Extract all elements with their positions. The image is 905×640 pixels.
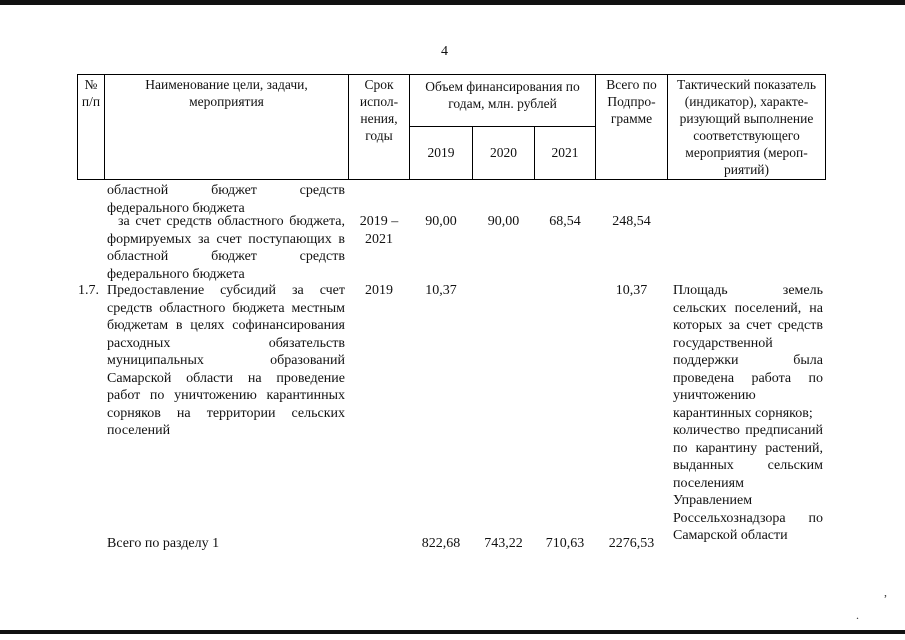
section-total-2019: 822,68 bbox=[421, 536, 461, 551]
scan-top-border bbox=[0, 0, 905, 5]
scan-speck: . bbox=[856, 608, 859, 622]
row-2-term: 2019 – 2021 bbox=[359, 214, 399, 247]
grid-line bbox=[825, 74, 826, 180]
row-3-number: 1.7. bbox=[78, 283, 99, 298]
row-3-2019: 10,37 bbox=[425, 283, 457, 298]
header-col-funding: Объем финансирования по годам, млн. рублей bbox=[425, 79, 580, 111]
years-sub-rule bbox=[409, 126, 595, 127]
header-col-total: Всего по Подпро- грамме bbox=[606, 77, 657, 126]
page-number: 4 bbox=[441, 44, 448, 59]
section-total-total: 2276,53 bbox=[608, 536, 655, 551]
row-3-total: 10,37 bbox=[615, 283, 648, 298]
header-bottom-rule bbox=[77, 179, 826, 180]
header-top-rule bbox=[77, 74, 826, 75]
row-2-name: за счет средств областного бюджета, формируемых за счет поступающих в областной бюджет средств федерального бюджета bbox=[107, 214, 345, 282]
row-2-2020: 90,00 bbox=[487, 214, 520, 229]
scan-bottom-border bbox=[0, 630, 905, 634]
header-col-indicator: Тактический показатель (индикатор), характе- ризующий выполнение соответствующего мероприятия (мероп- риятий) bbox=[677, 77, 816, 177]
row-3-indicator: Площадь земель сельских поселений, на которых за счет средств государственной поддержки была проведена работа по уничтожению карантинных сорняков; количество предписаний по карантину растений, выданных сельским поселениям Управлением Россельхознадзора по Самарской области bbox=[673, 283, 823, 543]
section-total-2020: 743,22 bbox=[484, 536, 523, 551]
section-total-2021: 710,63 bbox=[545, 536, 585, 551]
scan-speck: , bbox=[884, 585, 887, 599]
section-total-label: Всего по разделу 1 bbox=[107, 536, 220, 551]
row-1-name: областной бюджет средств федерального бюджета bbox=[107, 183, 345, 216]
row-3-name: Предоставление субсидий за счет средств областного бюджета местным бюджетам в целях софинансирования расходных обязательств муниципальных образований Самарской области на проведение работ по уничтожению карантинных сорняков на территории сельских поселений bbox=[107, 283, 345, 438]
row-2-2021: 68,54 bbox=[549, 214, 581, 229]
header-year-2021: 2021 bbox=[551, 145, 579, 160]
header-year-2019: 2019 bbox=[427, 145, 455, 160]
header-col-name: Наименование цели, задачи, мероприятия bbox=[145, 77, 308, 109]
header-year-2020: 2020 bbox=[490, 145, 517, 160]
row-2-2019: 90,00 bbox=[425, 214, 457, 229]
row-2-total: 248,54 bbox=[612, 214, 651, 229]
row-3-term: 2019 bbox=[365, 283, 393, 298]
header-col-number: № п/п bbox=[81, 77, 101, 109]
header-col-term: Срок испол- нения, годы bbox=[359, 77, 399, 143]
